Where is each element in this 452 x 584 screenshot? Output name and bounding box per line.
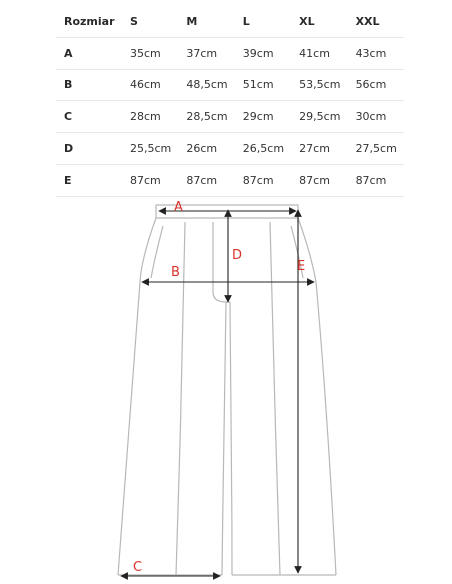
right-inseam [230, 302, 232, 575]
table-cell: 87cm [178, 164, 234, 196]
table-cell: 41cm [291, 37, 347, 69]
table-header-row [56, 6, 404, 37]
table-cell: 87cm [291, 164, 347, 196]
table-cell: 53,5cm [291, 69, 347, 101]
size-chart-table [56, 6, 404, 197]
table-cell: 27,5cm [348, 133, 404, 165]
header-cell-s: S [122, 6, 178, 37]
table-cell: 87cm [122, 164, 178, 196]
label-d: D [232, 248, 243, 263]
table-cell: 28cm [122, 101, 178, 133]
table-cell: 28,5cm [178, 101, 234, 133]
table-cell: 30cm [348, 101, 404, 133]
row-label: A [56, 37, 122, 69]
measurement-arrows [121, 210, 314, 576]
row-label: D [56, 133, 122, 165]
table-cell: 37cm [178, 37, 234, 69]
row-label: C [56, 101, 122, 133]
measurement-labels [133, 200, 305, 575]
table-cell: 29,5cm [291, 101, 347, 133]
label-a: A [174, 200, 183, 215]
table-cell: 39cm [235, 37, 291, 69]
table-cell: 48,5cm [178, 69, 234, 101]
table-cell: 46cm [122, 69, 178, 101]
table-cell: 27cm [291, 133, 347, 165]
header-cell-xl: XL [291, 6, 347, 37]
label-c: C [133, 560, 143, 575]
table-cell: 25,5cm [122, 133, 178, 165]
table-cell: 87cm [348, 164, 404, 196]
table-row [56, 69, 404, 101]
header-cell-m: M [178, 6, 234, 37]
table-cell: 26,5cm [235, 133, 291, 165]
label-e: E [297, 259, 306, 274]
table-cell: 56cm [348, 69, 404, 101]
left-pocket [151, 226, 163, 278]
table-cell: 87cm [235, 164, 291, 196]
left-outer-seam [118, 218, 156, 575]
table-cell: 26cm [178, 133, 234, 165]
label-b: B [171, 265, 180, 280]
table-row [56, 37, 404, 69]
trousers-measurement-diagram [0, 190, 452, 584]
table-cell: 43cm [348, 37, 404, 69]
row-label: E [56, 164, 122, 196]
header-cell-xxl: XXL [348, 6, 404, 37]
header-cell-size: Rozmiar [56, 6, 122, 37]
table-cell: 35cm [122, 37, 178, 69]
right-pleat [270, 222, 280, 575]
table-cell: 51cm [235, 69, 291, 101]
table-row [56, 101, 404, 133]
table-cell: 29cm [235, 101, 291, 133]
left-inseam [222, 302, 226, 575]
row-label: B [56, 69, 122, 101]
header-cell-l: L [235, 6, 291, 37]
table-row [56, 133, 404, 165]
